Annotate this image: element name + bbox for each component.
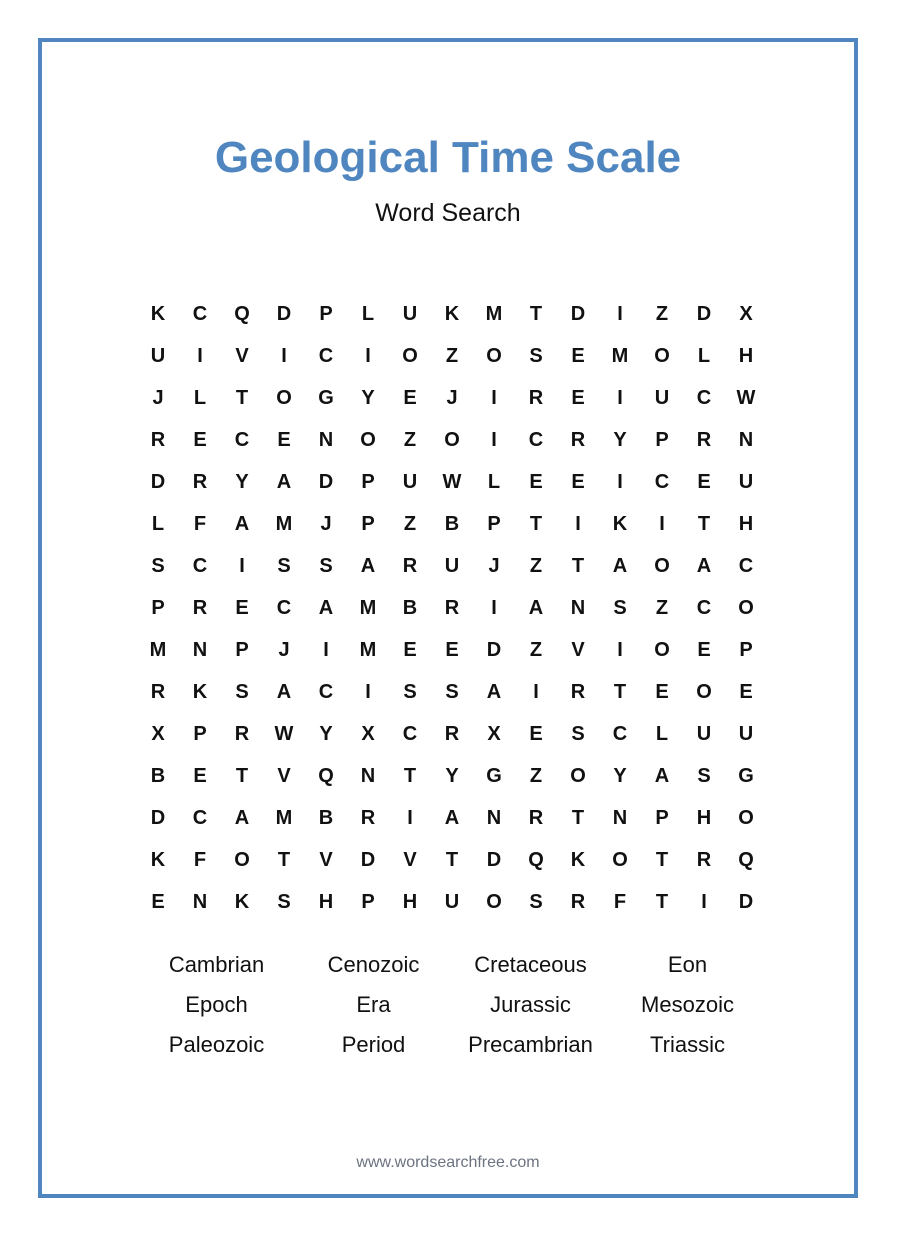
grid-cell[interactable]: U	[696, 722, 712, 745]
grid-cell[interactable]: W	[442, 470, 462, 493]
grid-cell[interactable]: I	[617, 470, 623, 493]
grid-cell[interactable]: Z	[529, 554, 543, 577]
grid-cell[interactable]: I	[659, 512, 665, 535]
grid-cell[interactable]: E	[571, 344, 585, 367]
grid-cell[interactable]: N	[360, 764, 376, 787]
grid-cell[interactable]: F	[193, 512, 207, 535]
footer-url: www.wordsearchfree.com	[356, 1154, 540, 1171]
word-list-item: Paleozoic	[168, 1032, 265, 1057]
grid-cell[interactable]: C	[192, 554, 208, 577]
grid-cell[interactable]: J	[278, 638, 290, 661]
grid-cell[interactable]: C	[402, 722, 418, 745]
word-list	[138, 945, 766, 1065]
grid-cell[interactable]: T	[529, 302, 543, 325]
grid-cell[interactable]: S	[151, 554, 165, 577]
grid-cell[interactable]: Y	[361, 386, 375, 409]
grid-cell[interactable]: Z	[655, 596, 669, 619]
grid-cell[interactable]: M	[359, 638, 377, 661]
grid-cell[interactable]: R	[696, 848, 712, 871]
grid-cell[interactable]: R	[696, 428, 712, 451]
grid-cell[interactable]: I	[323, 638, 329, 661]
word-list-item: Cenozoic	[327, 952, 420, 977]
grid-cell[interactable]: S	[235, 680, 249, 703]
grid-cell[interactable]: C	[318, 680, 334, 703]
grid-cell[interactable]: Z	[445, 344, 459, 367]
grid-cell[interactable]: A	[486, 680, 502, 703]
grid-cell[interactable]: U	[654, 386, 670, 409]
grid-cell[interactable]: U	[738, 722, 754, 745]
grid-cell[interactable]: O	[612, 848, 628, 871]
grid-cell[interactable]: E	[529, 470, 543, 493]
grid-cell[interactable]: I	[281, 344, 287, 367]
grid-cell[interactable]: R	[150, 680, 166, 703]
grid-cell[interactable]: J	[152, 386, 164, 409]
grid-cell[interactable]: I	[491, 386, 497, 409]
grid-cell[interactable]: H	[318, 890, 334, 913]
grid-cell[interactable]: F	[613, 890, 627, 913]
word-list-item: Jurassic	[490, 992, 571, 1017]
word-list-item: Period	[341, 1032, 406, 1057]
grid-cell[interactable]: D	[570, 302, 586, 325]
grid-cell[interactable]: A	[612, 554, 628, 577]
grid-cell[interactable]: X	[739, 302, 753, 325]
grid-cell[interactable]: D	[360, 848, 376, 871]
grid-cell[interactable]: P	[655, 806, 669, 829]
grid-cell[interactable]: K	[150, 848, 166, 871]
grid-cell[interactable]: O	[234, 848, 250, 871]
grid-cell[interactable]: V	[403, 848, 417, 871]
grid-cell[interactable]: E	[277, 428, 291, 451]
grid-cell[interactable]: N	[318, 428, 334, 451]
grid-cell[interactable]: T	[571, 806, 585, 829]
grid-cell[interactable]: R	[150, 428, 166, 451]
grid-cell[interactable]: I	[407, 806, 413, 829]
grid-cell[interactable]: I	[617, 302, 623, 325]
grid-cell[interactable]: L	[361, 302, 375, 325]
grid-cell[interactable]: L	[151, 512, 165, 535]
grid-cell[interactable]: S	[571, 722, 585, 745]
grid-cell[interactable]: X	[151, 722, 165, 745]
letter-grid	[137, 293, 767, 923]
grid-cell[interactable]: A	[654, 764, 670, 787]
grid-cell[interactable]: Y	[319, 722, 333, 745]
grid-cell[interactable]: P	[739, 638, 753, 661]
grid-cell[interactable]: V	[571, 638, 585, 661]
grid-cell[interactable]: O	[696, 680, 712, 703]
grid-cell[interactable]: F	[193, 848, 207, 871]
grid-cell[interactable]: C	[612, 722, 628, 745]
grid-cell[interactable]: H	[738, 344, 754, 367]
word-list-item: Era	[356, 992, 391, 1017]
grid-cell[interactable]: R	[360, 806, 376, 829]
grid-cell[interactable]: E	[529, 722, 543, 745]
grid-cell[interactable]: E	[193, 428, 207, 451]
grid-cell[interactable]: R	[192, 596, 208, 619]
grid-cell[interactable]: P	[151, 596, 165, 619]
grid-cell[interactable]: R	[444, 722, 460, 745]
grid-cell[interactable]: D	[318, 470, 334, 493]
grid-cell[interactable]: R	[402, 554, 418, 577]
grid-cell[interactable]: D	[150, 470, 166, 493]
grid-cell[interactable]: O	[654, 638, 670, 661]
grid-cell[interactable]: W	[736, 386, 756, 409]
grid-cell[interactable]: M	[149, 638, 167, 661]
grid-cell[interactable]: N	[192, 890, 208, 913]
grid-cell[interactable]: U	[444, 890, 460, 913]
grid-cell[interactable]: A	[234, 806, 250, 829]
grid-cell[interactable]: U	[402, 470, 418, 493]
grid-cell[interactable]: C	[192, 806, 208, 829]
grid-cell[interactable]: C	[654, 470, 670, 493]
grid-cell[interactable]: T	[277, 848, 291, 871]
grid-cell[interactable]: V	[277, 764, 291, 787]
grid-cell[interactable]: D	[738, 890, 754, 913]
grid-cell[interactable]: O	[360, 428, 376, 451]
word-list-item: Eon	[667, 952, 708, 977]
grid-cell[interactable]: O	[402, 344, 418, 367]
grid-cell[interactable]: N	[570, 596, 586, 619]
grid-cell[interactable]: E	[193, 764, 207, 787]
grid-cell[interactable]: O	[444, 428, 460, 451]
grid-cell[interactable]: Q	[234, 302, 250, 325]
grid-cell[interactable]: X	[487, 722, 501, 745]
grid-cell[interactable]: K	[444, 302, 460, 325]
grid-cell[interactable]: T	[571, 554, 585, 577]
grid-cell[interactable]: M	[359, 596, 377, 619]
grid-cell[interactable]: B	[318, 806, 334, 829]
grid-cell[interactable]: E	[403, 638, 417, 661]
grid-cell[interactable]: K	[570, 848, 586, 871]
grid-cell[interactable]: Q	[528, 848, 544, 871]
grid-cell[interactable]: O	[654, 344, 670, 367]
grid-cell[interactable]: I	[617, 386, 623, 409]
grid-cell[interactable]: T	[235, 764, 249, 787]
grid-cell[interactable]: X	[361, 722, 375, 745]
grid-cell[interactable]: R	[444, 596, 460, 619]
grid-cell[interactable]: N	[192, 638, 208, 661]
grid-cell[interactable]: S	[277, 890, 291, 913]
word-list-item: Cretaceous	[474, 952, 587, 977]
word-list-item: Precambrian	[468, 1032, 593, 1057]
grid-cell[interactable]: A	[234, 512, 250, 535]
grid-cell[interactable]: Y	[613, 764, 627, 787]
grid-cell[interactable]: S	[319, 554, 333, 577]
grid-cell[interactable]: K	[234, 890, 250, 913]
grid-cell[interactable]: H	[738, 512, 754, 535]
grid-cell[interactable]: E	[445, 638, 459, 661]
grid-cell[interactable]: D	[486, 638, 502, 661]
grid-cell[interactable]: O	[486, 890, 502, 913]
word-list-item: Epoch	[185, 992, 248, 1017]
grid-cell[interactable]: R	[192, 470, 208, 493]
grid-cell[interactable]: E	[739, 680, 753, 703]
grid-cell[interactable]: U	[402, 302, 418, 325]
page-subtitle: Word Search	[375, 199, 521, 227]
grid-cell[interactable]: E	[571, 386, 585, 409]
grid-cell[interactable]: I	[533, 680, 539, 703]
grid-cell[interactable]: W	[274, 722, 294, 745]
grid-cell[interactable]: C	[318, 344, 334, 367]
grid-cell[interactable]: E	[655, 680, 669, 703]
grid-cell[interactable]: I	[365, 344, 371, 367]
grid-cell[interactable]: A	[318, 596, 334, 619]
grid-cell[interactable]: A	[696, 554, 712, 577]
grid-cell[interactable]: V	[319, 848, 333, 871]
grid-cell[interactable]: Z	[529, 764, 543, 787]
grid-cell[interactable]: Z	[403, 428, 417, 451]
grid-cell[interactable]: B	[150, 764, 166, 787]
grid-cell[interactable]: M	[485, 302, 503, 325]
grid-cell[interactable]: C	[192, 302, 208, 325]
grid-cell[interactable]: E	[403, 386, 417, 409]
grid-cell[interactable]: E	[697, 638, 711, 661]
grid-cell[interactable]: P	[361, 470, 375, 493]
grid-cell[interactable]: H	[696, 806, 712, 829]
grid-cell[interactable]: R	[570, 890, 586, 913]
grid-cell[interactable]: A	[276, 470, 292, 493]
grid-cell[interactable]: I	[491, 428, 497, 451]
grid-cell[interactable]: S	[529, 344, 543, 367]
grid-cell[interactable]: M	[275, 512, 293, 535]
grid-cell[interactable]: N	[486, 806, 502, 829]
grid-cell[interactable]: T	[235, 386, 249, 409]
grid-cell[interactable]: L	[697, 344, 711, 367]
grid-cell[interactable]: T	[655, 890, 669, 913]
grid-cell[interactable]: S	[445, 680, 459, 703]
grid-cell[interactable]: G	[318, 386, 334, 409]
grid-cell[interactable]: R	[234, 722, 250, 745]
grid-cell[interactable]: U	[738, 470, 754, 493]
grid-cell[interactable]: Q	[318, 764, 334, 787]
grid-cell[interactable]: N	[612, 806, 628, 829]
grid-cell[interactable]: O	[654, 554, 670, 577]
grid-cell[interactable]: S	[403, 680, 417, 703]
grid-cell[interactable]: P	[487, 512, 501, 535]
grid-cell[interactable]: E	[571, 470, 585, 493]
grid-cell[interactable]: B	[444, 512, 460, 535]
grid-cell[interactable]: M	[611, 344, 629, 367]
grid-cell[interactable]: S	[277, 554, 291, 577]
grid-cell[interactable]: C	[738, 554, 754, 577]
grid-cell[interactable]: H	[402, 890, 418, 913]
grid-cell[interactable]: C	[234, 428, 250, 451]
grid-cell[interactable]: C	[696, 596, 712, 619]
grid-cell[interactable]: J	[488, 554, 500, 577]
grid-cell[interactable]: R	[570, 428, 586, 451]
grid-cell[interactable]: T	[445, 848, 459, 871]
grid-cell[interactable]: N	[738, 428, 754, 451]
grid-cell[interactable]: R	[528, 806, 544, 829]
grid-cell[interactable]: O	[738, 596, 754, 619]
grid-cell[interactable]: A	[276, 680, 292, 703]
grid-cell[interactable]: D	[696, 302, 712, 325]
grid-cell[interactable]: G	[486, 764, 502, 787]
grid-cell[interactable]: I	[575, 512, 581, 535]
grid-cell[interactable]: T	[697, 512, 711, 535]
grid-cell[interactable]: P	[655, 428, 669, 451]
grid-cell[interactable]: L	[193, 386, 207, 409]
grid-cell[interactable]: P	[361, 890, 375, 913]
grid-cell[interactable]: A	[360, 554, 376, 577]
word-list-item: Cambrian	[168, 952, 265, 977]
grid-cell[interactable]: E	[151, 890, 165, 913]
grid-cell[interactable]: O	[486, 344, 502, 367]
grid-cell[interactable]: L	[487, 470, 501, 493]
grid-cell[interactable]: B	[402, 596, 418, 619]
grid-cell[interactable]: C	[696, 386, 712, 409]
grid-cell[interactable]: Y	[445, 764, 459, 787]
grid-cell[interactable]: Y	[235, 470, 249, 493]
grid-cell[interactable]: I	[365, 680, 371, 703]
grid-cell[interactable]: P	[235, 638, 249, 661]
grid-cell[interactable]: I	[617, 638, 623, 661]
grid-cell[interactable]: E	[697, 470, 711, 493]
page-title: Geological Time Scale	[214, 133, 682, 182]
grid-cell[interactable]: G	[738, 764, 754, 787]
grid-cell[interactable]: Z	[529, 638, 543, 661]
grid-cell[interactable]: P	[361, 512, 375, 535]
grid-cell[interactable]: O	[276, 386, 292, 409]
grid-cell[interactable]: L	[655, 722, 669, 745]
grid-cell[interactable]: I	[701, 890, 707, 913]
grid-cell[interactable]: C	[528, 428, 544, 451]
grid-cell[interactable]: K	[612, 512, 628, 535]
grid-cell[interactable]: U	[444, 554, 460, 577]
grid-cell[interactable]: T	[529, 512, 543, 535]
grid-cell[interactable]: K	[192, 680, 208, 703]
grid-cell[interactable]: T	[613, 680, 627, 703]
grid-cell[interactable]: R	[570, 680, 586, 703]
grid-cell[interactable]: S	[697, 764, 711, 787]
word-list-item: Mesozoic	[641, 992, 734, 1017]
grid-cell[interactable]: U	[150, 344, 166, 367]
grid-cell[interactable]: I	[197, 344, 203, 367]
grid-cell[interactable]: P	[193, 722, 207, 745]
grid-cell[interactable]: Z	[403, 512, 417, 535]
grid-cell[interactable]: J	[446, 386, 458, 409]
grid-cell[interactable]: Z	[655, 302, 669, 325]
page-frame	[38, 38, 858, 1198]
grid-cell[interactable]: D	[276, 302, 292, 325]
grid-cell[interactable]: M	[275, 806, 293, 829]
grid-cell[interactable]: O	[738, 806, 754, 829]
grid-cell[interactable]: O	[570, 764, 586, 787]
word-list-item: Triassic	[650, 1032, 725, 1057]
grid-cell[interactable]: T	[655, 848, 669, 871]
grid-cell[interactable]: P	[319, 302, 333, 325]
grid-cell[interactable]: K	[150, 302, 166, 325]
grid-cell[interactable]: C	[276, 596, 292, 619]
grid-cell[interactable]: S	[613, 596, 627, 619]
grid-cell[interactable]: J	[320, 512, 332, 535]
grid-cell[interactable]: R	[528, 386, 544, 409]
grid-cell[interactable]: A	[528, 596, 544, 619]
grid-cell[interactable]: V	[235, 344, 249, 367]
grid-cell[interactable]: I	[239, 554, 245, 577]
grid-cell[interactable]: T	[403, 764, 417, 787]
grid-cell[interactable]: D	[150, 806, 166, 829]
grid-cell[interactable]: I	[491, 596, 497, 619]
grid-cell[interactable]: Q	[738, 848, 754, 871]
grid-cell[interactable]: E	[235, 596, 249, 619]
grid-cell[interactable]: D	[486, 848, 502, 871]
grid-cell[interactable]: Y	[613, 428, 627, 451]
grid-cell[interactable]: S	[529, 890, 543, 913]
grid-cell[interactable]: A	[444, 806, 460, 829]
